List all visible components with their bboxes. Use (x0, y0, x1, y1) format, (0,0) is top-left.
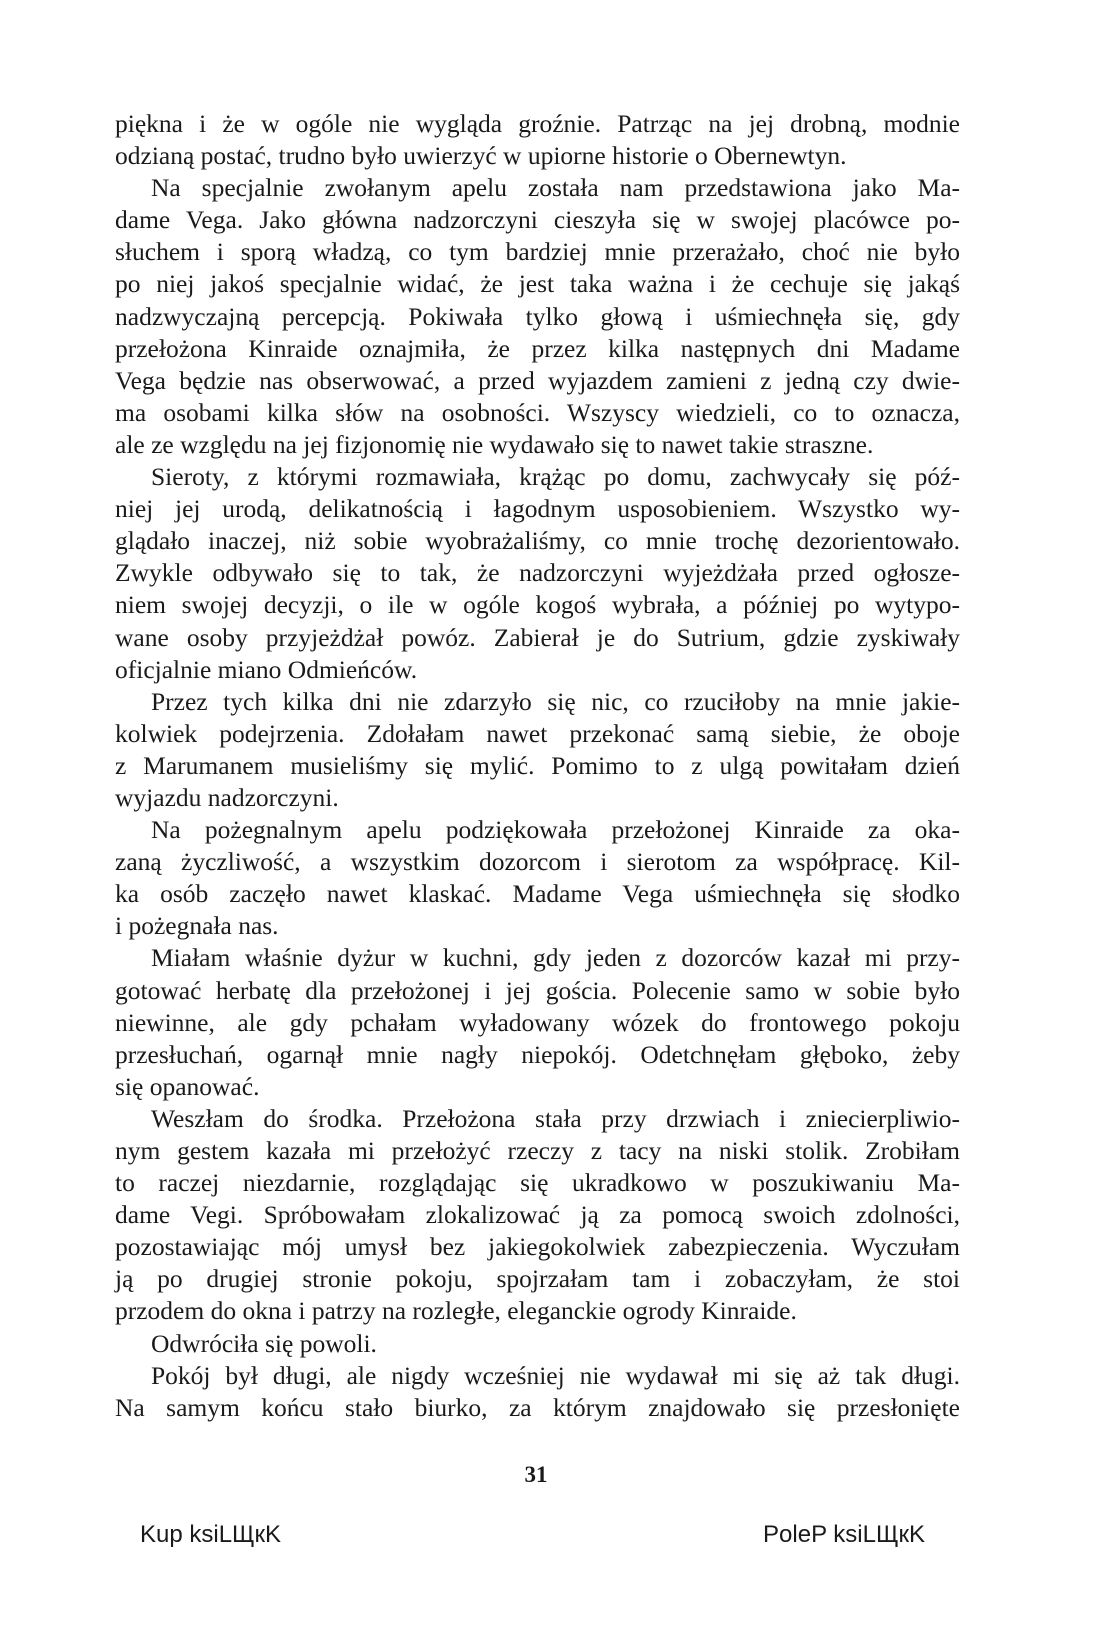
text-line: zaną życzliwość, a wszystkim dozorcom i sierotom za współpracę. Kil- (115, 847, 960, 877)
text-line: z Marumanem musieliśmy się mylić. Pomimo to z ulgą powitałam dzień (115, 750, 960, 780)
text-line: oficjalnie miano Odmieńców. (115, 654, 418, 684)
text-line: ka osób zaczęło nawet klaskać. Madame Vega uśmiechnęła się słodko (115, 879, 960, 909)
text-line: przodem do okna i patrzy na rozległe, eleganckie ogrody Kinraide. (115, 1296, 797, 1326)
text-line: ma osobami kilka słów na osobności. Wszyscy wiedzieli, co to oznacza, (115, 397, 960, 427)
text-line: Weszłam do środka. Przełożona stała przy drzwiach i zniecierpliwio- (151, 1103, 960, 1133)
text-line: odzianą postać, trudno było uwierzyć w upiorne historie o Obernewtyn. (115, 141, 847, 171)
footer-recommend-link[interactable]: PoleP ksiLЩкK (763, 1521, 925, 1548)
text-line: niewinne, ale gdy pchałam wyładowany wózek do frontowego pokoju (115, 1007, 960, 1037)
text-line: Zwykle odbywało się to tak, że nadzorczyni wyjeżdżała przed ogłosze- (115, 558, 960, 588)
page-body (115, 108, 960, 1424)
text-line: wyjazdu nadzorczyni. (115, 782, 339, 812)
text-line: i pożegnała nas. (115, 911, 279, 941)
text-line: Na pożegnalnym apelu podziękowała przełożonej Kinraide za oka- (151, 815, 960, 845)
footer-buy-link[interactable]: Kup ksiLЩкK (140, 1521, 282, 1548)
text-line: dame Vegi. Spróbowałam zlokalizować ją za pomocą swoich zdolności, (115, 1200, 960, 1230)
text-line: Pokój był długi, ale nigdy wcześniej nie wydawał mi się aż tak długi. (151, 1360, 960, 1390)
text-line: ale ze względu na jej fizjonomię nie wydawało się to nawet takie straszne. (115, 429, 874, 459)
text-line: nadzwyczajną percepcją. Pokiwała tylko głową i uśmiechnęła się, gdy (115, 301, 960, 331)
text-line: glądało inaczej, niż sobie wyobrażaliśmy, co mnie trochę dezorientowało. (115, 526, 960, 556)
text-line: przełożona Kinraide oznajmiła, że przez kilka następnych dni Madame (115, 333, 960, 363)
text-line: kolwiek podejrzenia. Zdołałam nawet przekonać samą siebie, że oboje (115, 718, 960, 748)
text-line: pozostawiając mój umysł bez jakiegokolwiek zabezpieczenia. Wyczułam (115, 1232, 960, 1262)
text-line: słuchem i sporą władzą, co tym bardziej mnie przerażało, choć nie było (115, 237, 960, 267)
text-line: się opanować. (115, 1071, 260, 1101)
text-line: Na specjalnie zwołanym apelu została nam przedstawiona jako Ma- (151, 173, 960, 203)
text-line: piękna i że w ogóle nie wygląda groźnie. Patrząc na jej drobną, modnie (115, 109, 960, 138)
text-line: dame Vega. Jako główna nadzorczyni cieszyła się w swojej placówce po- (115, 205, 960, 235)
text-line: Sieroty, z którymi rozmawiała, krążąc po domu, zachwycały się póź- (151, 462, 960, 492)
text-line: niej jej urodą, delikatnością i łagodnym usposobieniem. Wszystko wy- (115, 494, 960, 524)
text-line: ją po drugiej stronie pokoju, spojrzałam tam i zobaczyłam, że stoi (115, 1264, 960, 1294)
text-line: gotować herbatę dla przełożonej i jej gościa. Polecenie samo w sobie było (115, 975, 960, 1005)
text-line: to raczej niezdarnie, rozglądając się ukradkowo w poszukiwaniu Ma- (115, 1168, 960, 1198)
text-line: po niej jakoś specjalnie widać, że jest taka ważna i że cechuje się jakąś (115, 269, 960, 299)
text-line: Przez tych kilka dni nie zdarzyło się nic, co rzuciłoby na mnie jakie- (151, 686, 960, 716)
text-line: Odwróciła się powoli. (151, 1328, 377, 1358)
page-number: 31 (524, 1462, 548, 1487)
text-line: nym gestem kazała mi przełożyć rzeczy z tacy na niski stolik. Zrobiłam (115, 1136, 960, 1165)
text-line: Vega będzie nas obserwować, a przed wyjazdem zamieni z jedną czy dwie- (115, 365, 960, 395)
text-line: wane osoby przyjeżdżał powóz. Zabierał je do Sutrium, gdzie zyskiwały (115, 622, 960, 652)
text-line: Na samym końcu stało biurko, za którym znajdowało się przesłonięte (115, 1392, 960, 1422)
text-line: Miałam właśnie dyżur w kuchni, gdy jeden z dozorców kazał mi przy- (151, 943, 960, 973)
text-line: przesłuchań, ogarnął mnie nagły niepokój. Odetchnęłam głęboko, żeby (115, 1039, 960, 1069)
text-line: niem swojej decyzji, o ile w ogóle kogoś wybrała, a później po wytypo- (115, 590, 960, 620)
